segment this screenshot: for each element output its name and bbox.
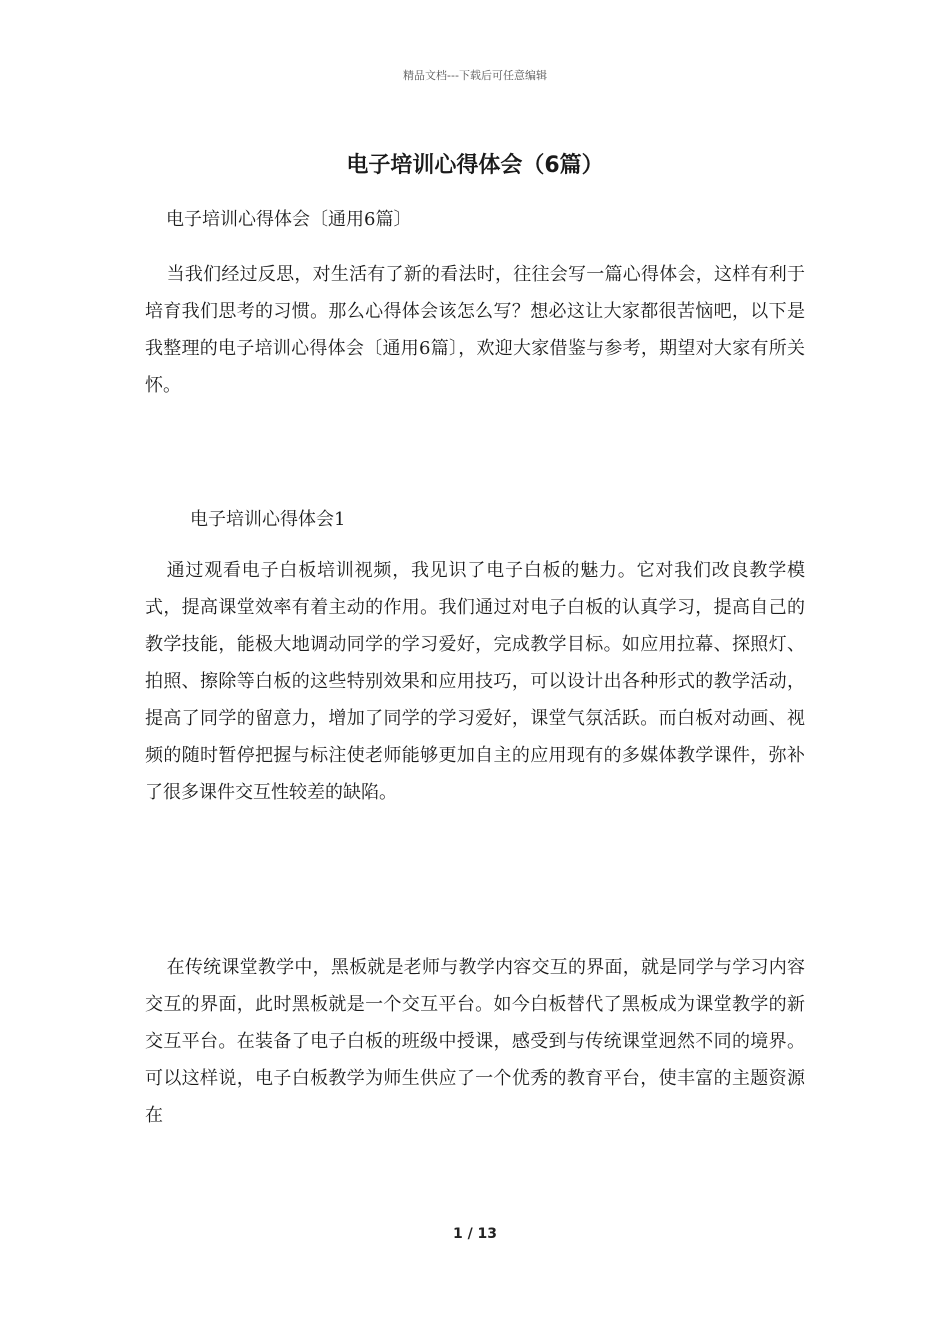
- section-heading: 电子培训心得体会1: [190, 509, 346, 530]
- document-title: 电子培训心得体会（6篇）: [346, 153, 604, 178]
- body-paragraph: 在传统课堂教学中，黑板就是老师与教学内容交互的界面，就是同学与学习内容交互的界面，此时黑板就是一个交互平台。如今白板替代了黑板成为课堂教学的新交互平台。在装备了电子白板的班级中授课，感受到与传统课堂迥然不同的境界。可以这样说，电子白板教学为师生供应了一个优秀的教育平台，使丰富的主题资源在: [145, 957, 805, 1126]
- intro-paragraph: 当我们经过反思，对生活有了新的看法时，往往会写一篇心得体会，这样有利于培育我们思考的习惯。那么心得体会该怎么写？想必这让大家都很苦恼吧，以下是我整理的电子培训心得体会〔通用6篇〕，欢迎大家借鉴与参考，期望对大家有所关怀。: [145, 264, 805, 396]
- header-note: 精品文档---下载后可任意编辑: [403, 69, 547, 82]
- page-number: 1 / 13: [452, 1226, 498, 1242]
- body-paragraph: 通过观看电子白板培训视频，我见识了电子白板的魅力。它对我们改良教学模式，提高课堂效率有着主动的作用。我们通过对电子白板的认真学习，提高自己的教学技能，能极大地调动同学的学习爱好，完成教学目标。如应用拉幕、探照灯、拍照、擦除等白板的这些特别效果和应用技巧，可以设计出各种形式的教学活动，提高了同学的留意力，增加了同学的学习爱好，课堂气氛活跃。而白板对动画、视频的随时暂停把握与标注使老师能够更加自主的应用现有的多媒体教学课件，弥补了很多课件交互性较差的缺陷。: [145, 560, 805, 803]
- document-subtitle: 电子培训心得体会〔通用6篇〕: [166, 209, 412, 230]
